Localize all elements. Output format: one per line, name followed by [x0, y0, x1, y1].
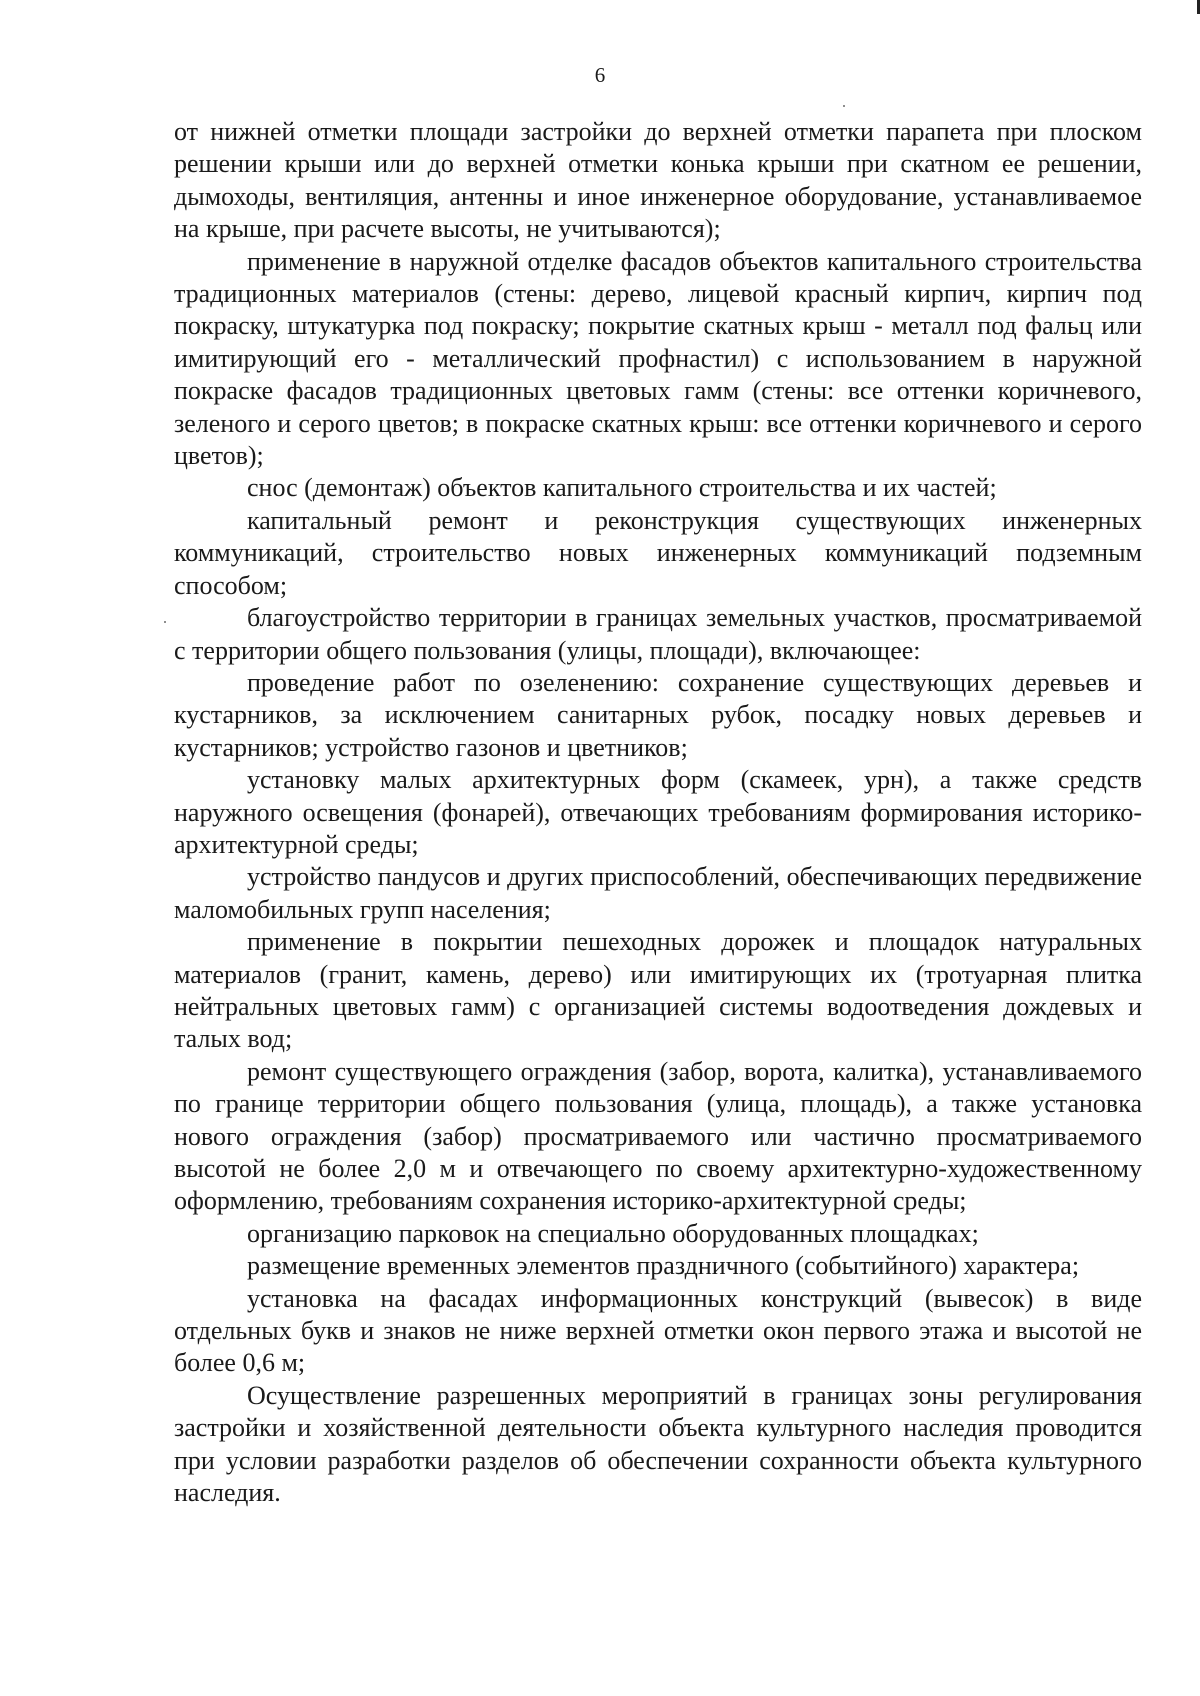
- paragraph-landscaping: благоустройство территории в границах земельных участков, просматриваемой с территории общего пользования (улицы, площади), включающее:: [174, 603, 1142, 665]
- paragraph-small-architectural-forms: установку малых архитектурных форм (скамеек, урн), а также средств наружного освещения (фонарей), отвечающих требованиям формирования историко-архитектурной среды;: [174, 765, 1142, 859]
- scan-speck: [843, 105, 845, 107]
- paragraph-signage: установка на фасадах информационных конструкций (вывесок) в виде отдельных букв и знаков не ниже верхней отметки окон первого этажа и высотой не более 0,6 м;: [174, 1283, 1142, 1378]
- paragraph-conclusion: Осуществление разрешенных мероприятий в границах зоны регулирования застройки и хозяйственной деятельности объекта культурного наследия проводится при условии разработки разделов об обеспечении сохранности объекта культурного наследия.: [174, 1380, 1142, 1508]
- paragraph-facade-materials: применение в наружной отделке фасадов объектов капитального строительства традиционных материалов (стены: дерево, лицевой красный кирпич, кирпич под покраску, штукатурка под покраску; покрытие скатных крыш - металл под фальц или имитирующий его - металлический профнастил) с использованием в наружной покраске фасадов традиционных цветовых гамм (стены: все оттенки коричневого, зеленого и серого цветов; в покраске скатных крыш: все оттенки коричневого и серого цветов);: [174, 246, 1142, 471]
- paragraph-fencing: ремонт существующего ограждения (забор, ворота, калитка), устанавливаемого по границе территории общего пользования (улица, площадь), а также установка нового ограждения (забор) просматриваемого или частично просматриваемого высотой не более 2,0 м и отвечающего по своему архитектурно-художественному оформлению, требованиям сохранения историко-архитектурной среды;: [174, 1056, 1142, 1216]
- paragraph-pavement: применение в покрытии пешеходных дорожек и площадок натуральных материалов (гранит, камень, дерево) или имитирующих их (тротуарная плитка нейтральных цветовых гамм) с организацией системы водоотведения дождевых и талых вод;: [174, 927, 1142, 1054]
- paragraph-ramps: устройство пандусов и других приспособлений, обеспечивающих передвижение маломобильных групп населения;: [174, 862, 1142, 924]
- paragraph-parking: организацию парковок на специально оборудованных площадках;: [247, 1218, 979, 1248]
- page-number: 6: [594, 63, 606, 87]
- document-body: [174, 116, 1142, 1509]
- paragraph-greenery: проведение работ по озеленению: сохранение существующих деревьев и кустарников, за исключением санитарных рубок, посадку новых деревьев и кустарников; устройство газонов и цветников;: [174, 667, 1142, 762]
- paragraph-height-note: от нижней отметки площади застройки до верхней отметки парапета при плоском решении крыши или до верхней отметки конька крыши при скатном ее решении, дымоходы, вентиляция, антенны и иное инженерное оборудование, устанавливаемое на крыше, при расчете высоты, не учитываются);: [174, 117, 1142, 244]
- paragraph-demolition: снос (демонтаж) объектов капитального строительства и их частей;: [247, 473, 997, 503]
- scan-speck: [164, 621, 166, 623]
- paragraph-utilities-repair: капитальный ремонт и реконструкция существующих инженерных коммуникаций, строительство новых инженерных коммуникаций подземным способом;: [174, 505, 1142, 600]
- paragraph-temporary-elements: размещение временных элементов праздничного (событийного) характера;: [247, 1251, 1080, 1281]
